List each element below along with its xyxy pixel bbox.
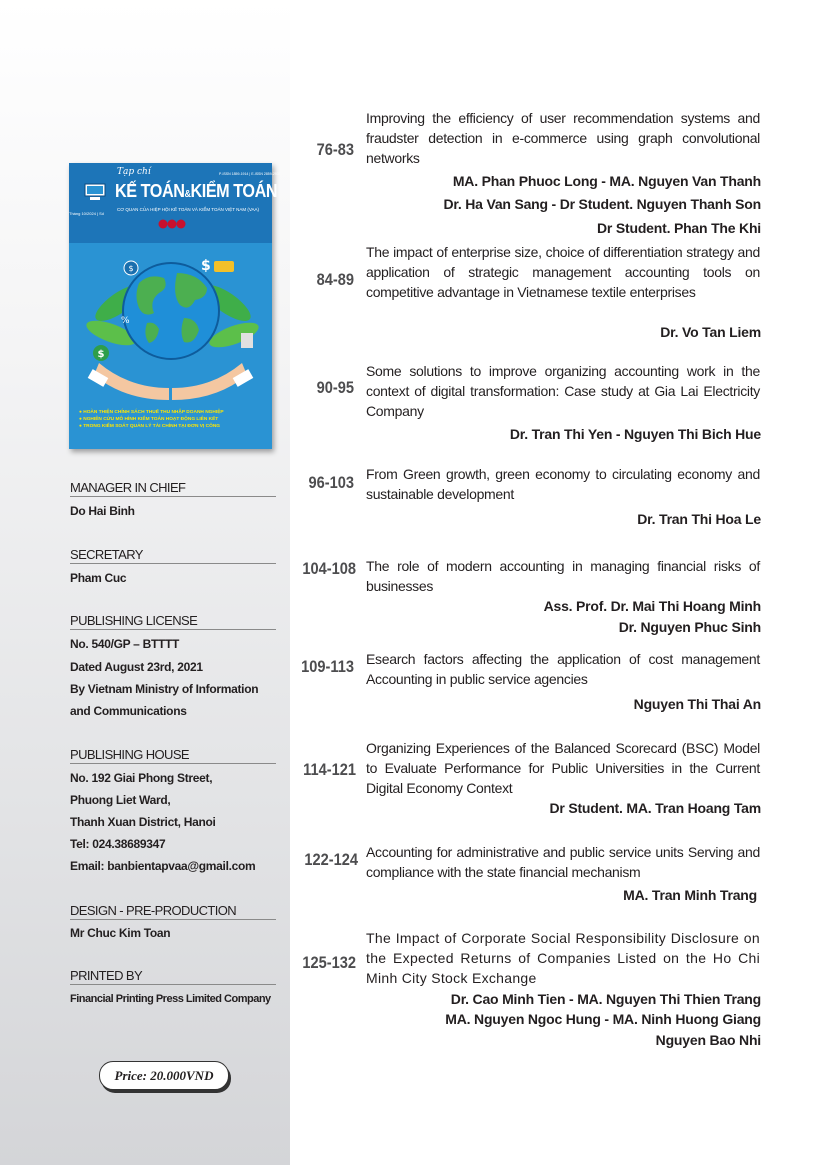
secretary-name: Pham Cuc — [70, 571, 127, 585]
article-author: Dr. Nguyen Phuc Sinh — [618, 619, 761, 635]
magazine-cover — [69, 163, 281, 449]
cover-tapchi: Tạp chí — [117, 167, 151, 177]
svg-text:$: $ — [201, 258, 211, 274]
article-pages: 84-89 — [316, 270, 354, 289]
house-line: No. 192 Giai Phong Street, — [70, 771, 213, 785]
secretary-title: SECRETARY — [70, 547, 276, 564]
house-line: Phuong Liet Ward, — [70, 793, 171, 807]
license-line: Dated August 23rd, 2021 — [70, 660, 203, 674]
computer-icon — [83, 183, 107, 201]
svg-text:$: $ — [97, 349, 105, 360]
house-line: Tel: 024.38689347 — [70, 837, 166, 851]
article-author: MA. Tran Minh Trang — [623, 887, 757, 903]
cover-headline: ● TRONG KIỂM SOÁT QUẢN LÝ TÀI CHÍNH TẠI ĐƠN VỊ CÔNG — [79, 423, 267, 430]
cover-title: KẾ TOÁN&KIỂM TOÁN — [115, 181, 278, 201]
vaa-logo-icon — [157, 218, 187, 230]
article-title: The impact of enterprise size, choice of differentiation strategy and application of strategic management accounting tools on competitive advantage in Vietnamese textile enterprises — [366, 244, 760, 300]
cover-headline: ● NGHIÊN CỨU MÔ HÌNH KIỂM TOÁN HOẠT ĐỘNG LIÊN KẾT — [79, 416, 267, 423]
printed-title: PRINTED BY — [70, 968, 276, 985]
license-line: By Vietnam Ministry of Information — [70, 682, 259, 696]
design-name: Mr Chuc Kim Toan — [70, 926, 171, 940]
license-title: PUBLISHING LICENSE — [70, 613, 276, 630]
article-author: Nguyen Bao Nhi — [655, 1032, 761, 1048]
article-author: Dr. Vo Tan Liem — [660, 324, 761, 340]
article-pages: 109-113 — [301, 657, 354, 676]
article-author: Dr Student. MA. Tran Hoang Tam — [549, 800, 761, 816]
design-title: DESIGN - PRE-PRODUCTION — [70, 903, 276, 920]
article-author: Dr Student. Phan The Khi — [597, 220, 761, 236]
house-title: PUBLISHING HOUSE — [70, 747, 276, 764]
price-badge: Price: 20.000VND — [99, 1061, 229, 1090]
cover-org: CƠ QUAN CỦA HIỆP HỘI KẾ TOÁN VÀ KIỂM TOÁN VIỆT NAM (VAA) — [117, 207, 260, 212]
manager-title: MANAGER IN CHIEF — [70, 480, 276, 497]
article-author: Dr. Ha Van Sang - Dr Student. Nguyen Thanh Son — [443, 196, 761, 212]
svg-text:%: % — [121, 316, 130, 326]
cover-headline: ● HOÀN THIỆN CHÍNH SÁCH THUẾ THU NHẬP DOANH NGHIỆP — [79, 409, 267, 416]
svg-text:$: $ — [128, 264, 134, 273]
cover-month: Tháng 10/2024 | Số — [69, 211, 105, 216]
article-author: Dr. Tran Thi Yen - Nguyen Thi Bich Hue — [509, 426, 761, 442]
article-author: MA. Nguyen Ngoc Hung - MA. Ninh Huong Giang — [445, 1011, 761, 1027]
article-title: Organizing Experiences of the Balanced Scorecard (BSC) Model to Evaluate Performance for Public Universities in the Current Digital Economy Context — [366, 740, 760, 796]
article-title: The Impact of Corporate Social Responsibility Disclosure on the Expected Returns of Companies Listed on the Ho Chi Minh City Stock Exchange — [366, 930, 760, 986]
house-line: Email: banbientapvaa@gmail.com — [70, 859, 256, 873]
article-title: Accounting for administrative and public service units Serving and compliance with the state financial mechanism — [366, 844, 760, 880]
article-pages: 122-124 — [304, 850, 358, 869]
license-line: No. 540/GP – BTTTT — [70, 637, 180, 651]
cover-issn: P-ISSN 1859-1914 | E-ISSN 2859-2937 — [219, 172, 281, 176]
printed-name: Financial Printing Press Limited Company — [70, 993, 271, 1005]
article-author: MA. Phan Phuoc Long - MA. Nguyen Van Thanh — [452, 173, 761, 189]
cover-earth-illustration — [69, 243, 272, 407]
article-pages: 90-95 — [316, 378, 354, 397]
article-pages: 125-132 — [302, 953, 356, 972]
license-line: and Communications — [70, 704, 187, 718]
house-line: Thanh Xuan District, Hanoi — [70, 815, 216, 829]
article-title: Improving the efficiency of user recommendation systems and fraudster detection in e-commerce using graph convolutional networks — [366, 110, 760, 166]
article-title: The role of modern accounting in managing financial risks of businesses — [366, 558, 760, 594]
article-title: From Green growth, green economy to circulating economy and sustainable development — [366, 466, 760, 502]
cover-headlines — [79, 409, 267, 430]
article-author: Nguyen Thi Thai An — [633, 696, 761, 712]
article-pages: 114-121 — [303, 760, 356, 779]
article-title: Some solutions to improve organizing accounting work in the context of digital transformation: Case study at Gia Lai Electricity Company — [366, 363, 760, 419]
article-author: Dr. Tran Thi Hoa Le — [637, 511, 761, 527]
article-pages: 76-83 — [316, 140, 354, 159]
article-author: Dr. Cao Minh Tien - MA. Nguyen Thi Thien Trang — [450, 991, 761, 1007]
article-author: Ass. Prof. Dr. Mai Thi Hoang Minh — [543, 598, 761, 614]
article-pages: 96-103 — [308, 473, 354, 492]
article-pages: 104-108 — [302, 559, 356, 578]
article-title: Esearch factors affecting the application of cost management Accounting in public service agencies — [366, 651, 760, 687]
manager-name: Do Hai Binh — [70, 504, 135, 518]
